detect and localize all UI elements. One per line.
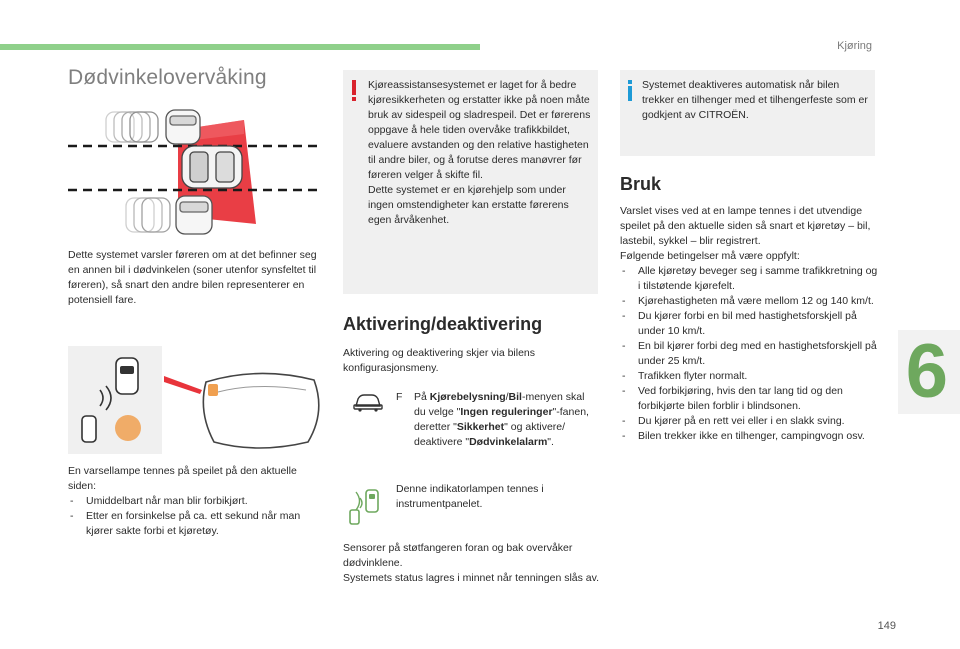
intro-text: Dette systemet varsler føreren om at det befinner seg en annen bil i dødvinkelen (soner utenfor synsfeltet til føreren), så snart den andre bilen representerer en potensiell fare. (68, 249, 317, 306)
overtaking-car (106, 110, 200, 144)
list-item: - Bilen trekker ikke en tilhenger, campingvogn osv. (620, 429, 878, 444)
feature-option: Dødvinkelalarm (469, 436, 548, 448)
lamp-condition-list (68, 494, 326, 539)
mirror-illustration (68, 346, 326, 456)
step-marker: F (396, 391, 403, 403)
info-text: Systemet deaktiveres automatisk når bilen trekker en tilhenger med et tilhengerfeste som er godkjent av CITROËN. (642, 79, 868, 121)
list-item: - Umiddelbart når man blir forbikjørt. (68, 494, 326, 509)
page-number: 149 (877, 620, 896, 632)
list-item: - Etter en forsinkelse på ca. ett sekund når man kjører sakte forbi et kjøretøy. (68, 509, 326, 539)
activation-heading: Aktivering/deaktivering (343, 314, 543, 334)
list-item: - Du kjører forbi en bil med hastighetsforskjell på under 10 km/t. (620, 309, 878, 339)
own-car-icon (82, 416, 96, 442)
page-title: Dødvinkelovervåking (68, 66, 267, 89)
exclamation-icon (350, 80, 358, 102)
mirror-indicator-icon (208, 384, 218, 396)
activation-intro: Aktivering og deaktivering skjer via bilens konfigurasjonsmeny. (343, 347, 536, 374)
menu-name-2: Bil (508, 391, 522, 403)
activation-step: F På Kjørebelysning/Bil-menyen skal du velge "Ingen reguleringer"-fanen, deretter "Sikkerhet" og aktivere/ deaktivere "Dødvinkelalarm". (396, 391, 589, 448)
chapter-number: 6 (905, 329, 948, 414)
own-car (182, 146, 242, 188)
blind-spot-illustration (66, 106, 322, 238)
info-icon (626, 80, 634, 102)
sensors-text: Sensorer på støtfangeren foran og bak overvåker dødvinklene. Systemets status lagres i minnet når tenningen slås av. (343, 542, 600, 584)
section-label: Kjøring (837, 40, 872, 52)
list-item: - Ved forbikjøring, hvis den tar lang tid og den forbikjørte bilen forblir i blindsonen. (620, 384, 878, 414)
car-icon (352, 392, 384, 412)
warning-lamp-icon (115, 415, 141, 441)
list-item: - Trafikken flyter normalt. (620, 369, 878, 384)
conditions-list (620, 264, 878, 444)
list-item: - Alle kjøretøy beveger seg i samme trafikkretning og i tilstøtende kjørefelt. (620, 264, 878, 294)
warning-text: Kjøreassistansesystemet er laget for å bedre kjøresikkerheten og erstatter ikke på noen måte bruk av sidespeil og sladrespeil. Det er førerens oppgave å hele tiden overvåke trafikkbildet, evaluere avstanden og den relative hastigheten til andre biler, og å forutse deres manøvrer før føreren velger å skifte fil. Dette systemet er en kjørehjelp som under ingen omstendigheter kan erstatte førerens egen årvåkenhet. (368, 79, 591, 226)
tab-name: Ingen reguleringer (460, 406, 553, 418)
list-item: - Du kjører på en rett vei eller i en slakk sving. (620, 414, 878, 429)
pointer-arrow (164, 376, 202, 394)
usage-intro: Varslet vises ved at en lampe tennes i det utvendige speilet på den aktuelle siden så snart et kjøretøy – bil, lastebil, sykkel – blir registrert. Følgende betingelser må være oppfylt: (620, 205, 871, 262)
header-accent-bar (0, 44, 480, 50)
safety-option: Sikkerhet (456, 421, 505, 433)
following-car (126, 196, 212, 234)
lamp-intro-text: En varsellampe tennes på speilet på den aktuelle siden: (68, 465, 297, 492)
list-item: - En bil kjører forbi deg med en hastighetsforskjell på under 25 km/t. (620, 339, 878, 369)
menu-name: Kjørebelysning (429, 391, 506, 403)
indicator-text: Denne indikatorlampen tennes i instrumentpanelet. (396, 483, 544, 510)
side-mirror (203, 373, 318, 448)
list-item: - Kjørehastigheten må være mellom 12 og 140 km/t. (620, 294, 878, 309)
usage-heading: Bruk (620, 174, 662, 194)
blind-spot-indicator-icon (346, 488, 386, 526)
detected-car-icon (116, 358, 138, 394)
signal-waves-icon (100, 386, 111, 410)
